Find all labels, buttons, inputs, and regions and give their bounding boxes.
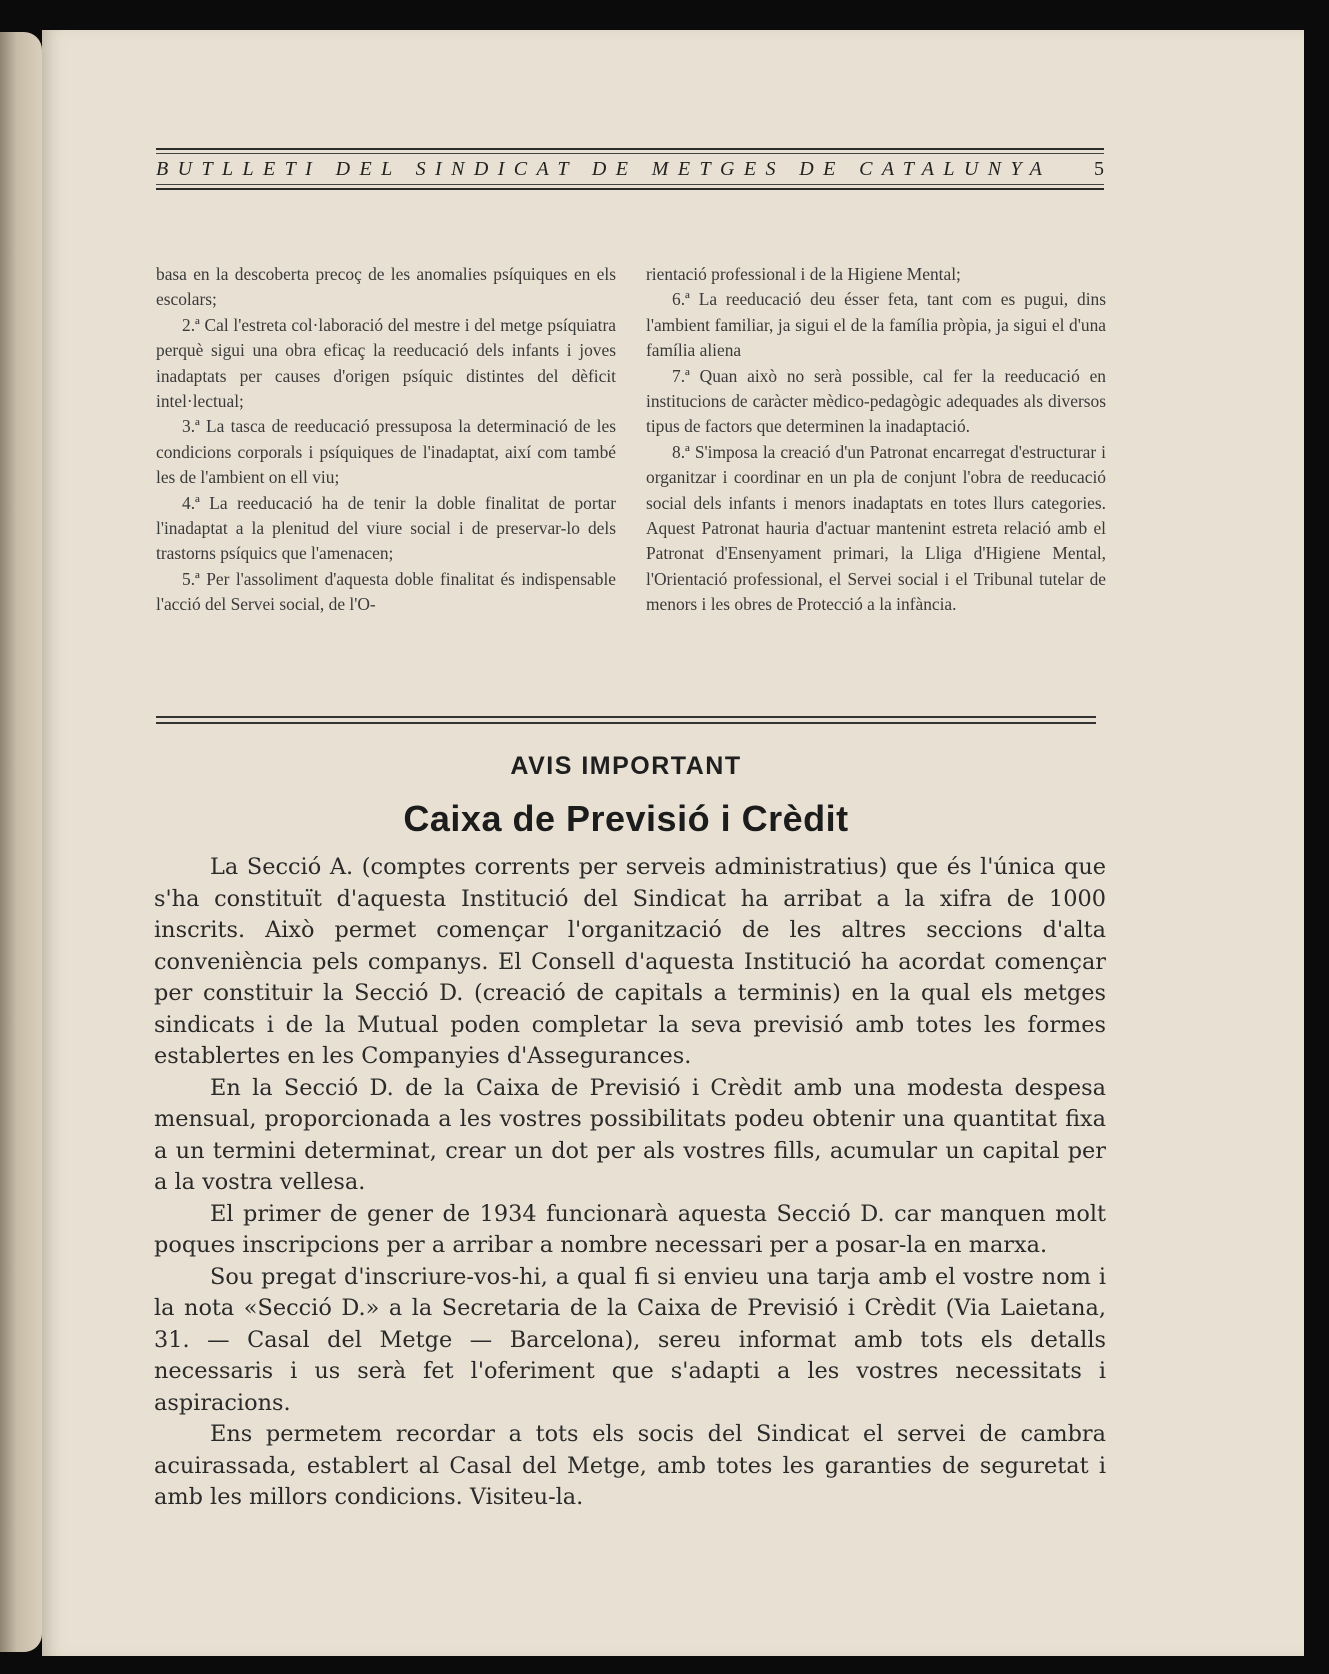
- publication-title: BUTLLETI DEL SINDICAT DE METGES DE CATALUNYA: [156, 157, 1052, 180]
- left-paragraph: 3.ª La tasca de reeducació pressuposa la determinació de les condicions corporals i psíquiques de l'inadaptat, així com també les de l'ambient on ell viu;: [156, 416, 616, 488]
- right-column: [646, 262, 1106, 618]
- notice-body: [154, 852, 1106, 1514]
- left-paragraph: 4.ª La reeducació ha de tenir la doble finalitat de portar l'inadaptat a la plenitud del viure social i de preservar-lo dels trastorns psíquics que l'amenacen;: [156, 492, 616, 564]
- notice-paragraph: Ens permetem recordar a tots els socis del Sindicat el servei de cambra acuirassada, establert al Casal del Metge, amb totes les garanties de seguretat i amb les millors condicions. Visiteu-la.: [154, 1421, 1106, 1510]
- notice-paragraph: Sou pregat d'inscriure-vos-hi, a qual fi si envieu una tarja amb el vostre nom i la nota «Secció D.» a la Secretaria de la Caixa de Previsió i Crèdit (Via Laietana, 31. — Casal del Metge — Barcelona), sereu informat amb tots els detalls necessaris i us serà fet l'oferiment que s'adapti a les vostres necessitats i aspiracions.: [154, 1263, 1106, 1416]
- notice-paragraph: La Secció A. (comptes corrents per serveis administratius) que és l'única que s'ha constituït d'aquesta Institució del Sindicat ha arribat a la xifra de 1000 inscrits. Això permet començar l'organització de les altres seccions d'alta conveniència pels companys. El Consell d'aquesta Institució ha acordat començar per constituir la Secció D. (creació de capitals a terminis) en la qual els metges sindicats i de la Mutual poden completar la seva previsió amb totes les formes establertes en les Companyies d'Assegurances.: [154, 854, 1106, 1069]
- notice-paragraph: El primer de gener de 1934 funcionarà aquesta Secció D. car manquen molt poques inscripcions per a arribar a nombre necessari per a posar-la en marxa.: [154, 1200, 1106, 1258]
- section-divider: [156, 716, 1096, 724]
- right-paragraph: 7.ª Quan això no serà possible, cal fer la reeducació en institucions de caràcter mèdico-pedagògic adequades als diversos tipus de factors que determinen la inadaptació.: [646, 365, 1106, 437]
- left-paragraph: 2.ª Cal l'estreta col·laboració del mestre i del metge psíquiatra perquè sigui una obra eficaç la reeducació dels infants i joves inadaptats per causes d'origen psíquic distintes del dèficit intel·lectual;: [156, 314, 616, 412]
- page-number: 5: [1094, 157, 1104, 180]
- bulletin-page: [42, 30, 1304, 1656]
- right-paragraph: 6.ª La reeducació deu ésser feta, tant com es pugui, dins l'ambient familiar, ja sigui el de la família pròpia, ja sigui el d'una família aliena: [646, 289, 1106, 361]
- left-paragraph: 5.ª Per l'assoliment d'aquesta doble finalitat és indispensable l'acció del Servei social, de l'O-: [156, 568, 616, 615]
- left-paragraph: basa en la descoberta precoç de les anomalies psíquiques en els escolars;: [156, 264, 616, 310]
- right-paragraph: rientació professional i de la Higiene Mental;: [646, 264, 961, 284]
- left-column: [156, 262, 616, 618]
- right-paragraph: 8.ª S'imposa la creació d'un Patronat encarregat d'estructurar i organitzar i coordinar en un pla de conjunt l'obra de reeducació social dels infants i menors inadaptats en totes llurs categories. Aquest Patronat hauria d'actuar mantenint estreta relació amb el Patronat d'Ensenyament primari, la Lliga d'Higiene Mental, l'Orientació professional, el Servei social i el Tribunal tutelar de menors i les obres de Protecció a la infància.: [646, 441, 1106, 615]
- notice-title: Caixa de Previsió i Crèdit: [403, 798, 849, 839]
- running-header: [156, 148, 1104, 190]
- two-column-text: [156, 262, 1106, 618]
- notice-paragraph: En la Secció D. de la Caixa de Previsió i Crèdit amb una modesta despesa mensual, proporcionada a les vostres possibilitats podeu obtenir una quantitat fixa a un termini determinat, crear un dot per als vostres fills, acumular un capital per a la vostra vellesa.: [154, 1074, 1106, 1195]
- header-bottom-rule: [156, 188, 1104, 190]
- adjacent-page-edge: [0, 32, 42, 1652]
- notice-kicker: AVIS IMPORTANT: [510, 752, 742, 780]
